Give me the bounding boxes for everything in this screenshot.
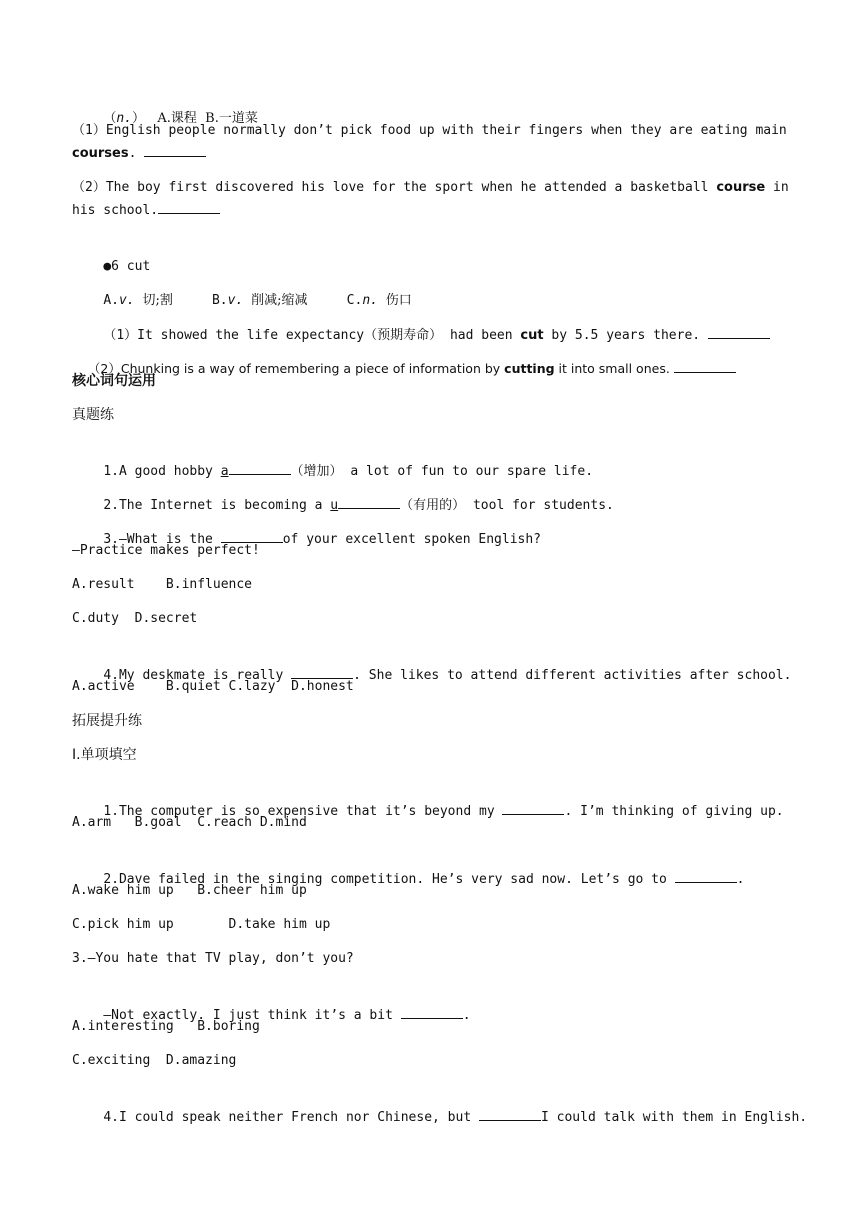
initial-letter: u <box>330 498 339 513</box>
answer-blank[interactable] <box>144 142 206 157</box>
section-title: 核心词句运用 <box>72 373 156 389</box>
bullet-icon: ● <box>103 259 112 274</box>
extend-question-4: 4.I could speak neither French nor Chinese, but I could talk with them in English. <box>72 1084 792 1118</box>
answer-blank[interactable] <box>675 868 737 883</box>
question-3-options-a: A.result B.influence <box>72 577 253 592</box>
extend-question-1-options: A.arm B.goal C.reach D.mind <box>72 815 307 830</box>
keyword: cutting <box>504 361 555 376</box>
question-3-answer: —Practice makes perfect! <box>72 543 260 558</box>
question-1: 1.A good hobby a （增加） a lot of fun to our spare life. <box>72 438 792 472</box>
sense-header: （n.） A.课程 B.一道菜 <box>103 111 258 126</box>
extend-question-3-options-a: A.interesting B.boring <box>72 1019 260 1034</box>
extend-question-2-options-b: C.pick him up D.take him up <box>72 917 331 932</box>
answer-blank[interactable] <box>479 1106 541 1121</box>
question-4-options: A.active B.quiet C.lazy D.honest <box>72 679 354 694</box>
cut-entry-heading: ●6 cut <box>103 259 151 274</box>
pos-abbrev: n. <box>116 111 132 126</box>
cut-item-1: （1）It showed the life expectancy（预期寿命） had been cut by 5.5 years there. <box>72 302 792 336</box>
answer-blank[interactable] <box>674 358 736 373</box>
real-practice-title: 真题练 <box>72 407 114 423</box>
extend-question-2: 2.Dave failed in the singing competition. He’s very sad now. Let’s go to . <box>72 846 792 880</box>
extend-question-1: 1.The computer is so expensive that it’s beyond my . I’m thinking of giving up. <box>72 778 792 812</box>
cut-senses: A.v. 切;割 B.v. 削减;缩减 C.n. 伤口 <box>103 293 412 308</box>
extend-question-2-options-a: A.wake him up B.cheer him up <box>72 883 307 898</box>
cut-item-2: （2）Chunking is a way of remembering a piece of information by cutting it into small ones. <box>72 336 792 370</box>
question-3-options-b: C.duty D.secret <box>72 611 198 626</box>
answer-blank[interactable] <box>401 1004 463 1019</box>
question-3: 3.—What is the of your excellent spoken English? <box>72 506 792 540</box>
answer-blank[interactable] <box>708 324 770 339</box>
keyword: courses <box>72 146 129 161</box>
keyword: course <box>716 180 766 195</box>
answer-blank[interactable] <box>338 494 400 509</box>
answer-blank[interactable] <box>502 800 564 815</box>
answer-blank[interactable] <box>158 199 220 214</box>
sense-options: A.课程 B.一道菜 <box>157 111 258 126</box>
extend-question-3: 3.—You hate that TV play, don’t you? <box>72 951 354 966</box>
worksheet-page <box>72 86 808 1125</box>
course-item-2: （2）The boy first discovered his love for the sport when he attended a basketball course in his school. <box>72 180 789 218</box>
extend-question-3-options-b: C.exciting D.amazing <box>72 1053 237 1068</box>
part-title: Ⅰ.单项填空 <box>72 747 137 763</box>
initial-letter: a <box>220 464 229 479</box>
extend-title: 拓展提升练 <box>72 713 142 729</box>
question-2: 2.The Internet is becoming a u （有用的） tool for students. <box>72 472 792 506</box>
question-4: 4.My deskmate is really . She likes to attend different activities after school. <box>72 642 792 676</box>
keyword: cut <box>520 328 544 343</box>
answer-blank[interactable] <box>229 460 291 475</box>
course-item-1: （1）English people normally don’t pick food up with their fingers when they are eating main courses. <box>72 123 787 161</box>
extend-question-3-reply: —Not exactly. I just think it’s a bit . <box>72 982 792 1016</box>
